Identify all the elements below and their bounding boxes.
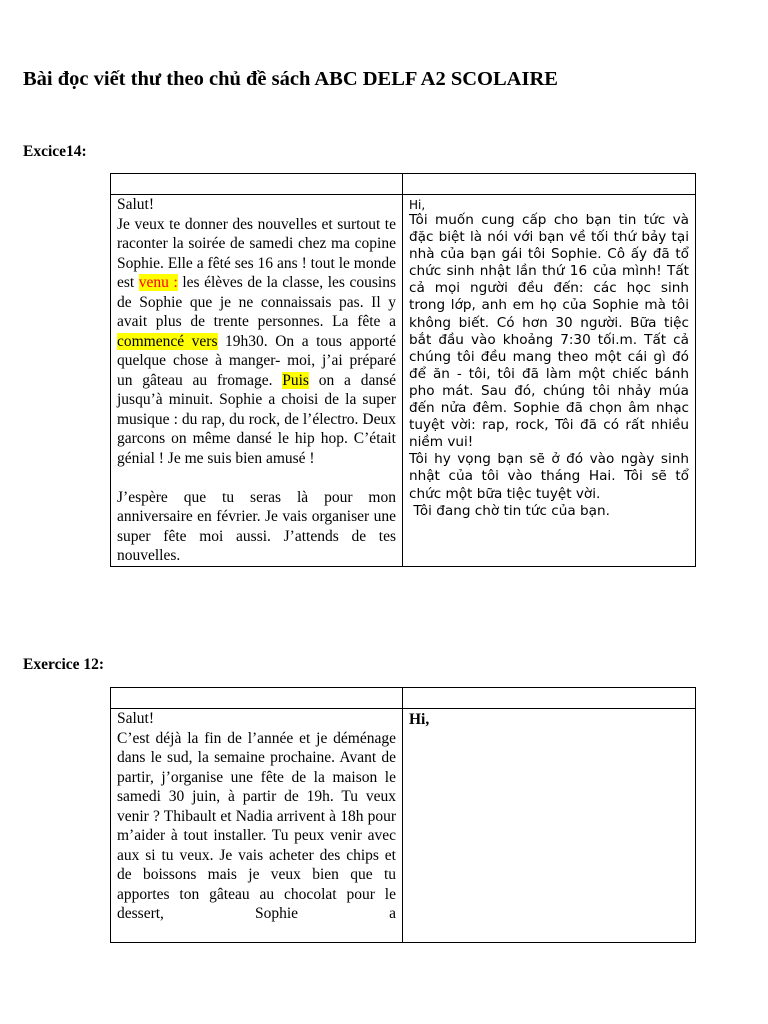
vietnamese-letter-cell (403, 709, 696, 943)
exercise-14-label: Excice14: (23, 143, 87, 160)
french-text-segment: Je veux te donner des nouvelles et surtout te raconter la soirée de samedi chez ma copine Sophie. Elle a fêté ses 16 ans ! tout le monde est (117, 215, 396, 291)
vietnamese-greeting: Hi, (409, 198, 426, 212)
french-greeting: Salut! (117, 710, 155, 727)
table-header-cell-vietnamese (403, 688, 696, 709)
table-header-cell-french (111, 688, 403, 709)
french-paragraph-1: C’est déjà la fin de l’année et je déménage dans le sud, la semaine prochaine. Avant de partir, j’organise une fête de la maison le samedi 30 juin, à partir de 19h. Tu veux venir ? Thibault et Nadia arrivent à 18h pour m’aider à tout installer. Tu peux venir avec aux si tu veux. Je vais acheter des chips et de boissons mais je veux bien que tu apportes ton gâteau au chocolat pour le dessert, Sophie a (117, 729, 396, 922)
exercise-14-table (110, 173, 696, 567)
vietnamese-paragraph-2: Tôi hy vọng bạn sẽ ở đó vào ngày sinh nhật của tôi vào tháng Hai. Tôi sẽ tổ chức một bữa tiệc tuyệt vời. (409, 451, 689, 502)
table-row (111, 709, 696, 943)
highlight-venu: venu : (138, 274, 178, 291)
paragraph-gap (117, 468, 396, 488)
table-header-row (111, 688, 696, 709)
table-row (111, 195, 696, 567)
french-text-segment: 19h30. On a tous apporté quelque chose à manger- moi, j’ai préparé un gâteau au fromage. (117, 332, 396, 389)
exercise-12-label: Exercice 12: (23, 656, 105, 673)
vietnamese-paragraph-1: Tôi muốn cung cấp cho bạn tin tức và đặc biệt là nói với bạn về tối thứ bảy tại nhà của bạn gái tôi Sophie. Cô ấy đã tổ chức sinh nhật lần thứ 16 của mình! Tất cả mọi người đều đến: các học sinh trong lớp, anh em họ của Sophie mà tôi không biết. Có hơn 30 người. Bữa tiệc bắt đầu vào khoảng 7:30 tối.m. Tất cả chúng tôi đều mang theo một cái gì đó để ăn - tôi, tôi đã làm một chiếc bánh pho mát. Sau đó, chúng tôi nhảy múa đến nửa đêm. Sophie đã chọn âm nhạc tuyệt vời: rap, rock, Tôi đã có rất nhiều niềm vui! (409, 212, 689, 451)
french-paragraph-1 (117, 215, 396, 469)
highlight-puis: Puis (282, 371, 309, 389)
french-letter (111, 195, 402, 566)
vietnamese-letter (403, 198, 695, 520)
page-title: Bài đọc viết thư theo chủ đề sách ABC DELF A2 SCOLAIRE (23, 68, 558, 90)
french-letter-cell (111, 195, 403, 567)
table-header-cell-vietnamese (403, 174, 696, 195)
vietnamese-letter (403, 709, 695, 729)
highlight-commence-vers: commencé vers (117, 332, 218, 350)
vietnamese-greeting: Hi, (409, 711, 430, 728)
french-greeting: Salut! (117, 196, 155, 213)
french-paragraph-2: J’espère que tu seras là pour mon anniversaire en février. Je vais organiser une super fête moi aussi. J’attends de tes nouvelles. (117, 488, 396, 564)
french-text-segment: on a dansé jusqu’à minuit. Sophie a choisi de la super musique : du rap, du rock, de l’électro. Deux garcons on même dansé le hip hop. C’était génial ! Je me suis bien amusé ! (117, 371, 397, 467)
french-letter (111, 709, 402, 942)
french-letter-cell (111, 709, 403, 943)
table-header-cell-french (111, 174, 403, 195)
table-header-row (111, 174, 696, 195)
french-text-segment: les élèves de la classe, les cousins de Sophie que je ne connaissais pas. Il y avait plus de trente personnes. La fête a (117, 274, 397, 330)
exercise-12-table (110, 687, 696, 943)
vietnamese-letter-cell (403, 195, 696, 567)
vietnamese-paragraph-3: Tôi đang chờ tin tức của bạn. (409, 502, 610, 519)
